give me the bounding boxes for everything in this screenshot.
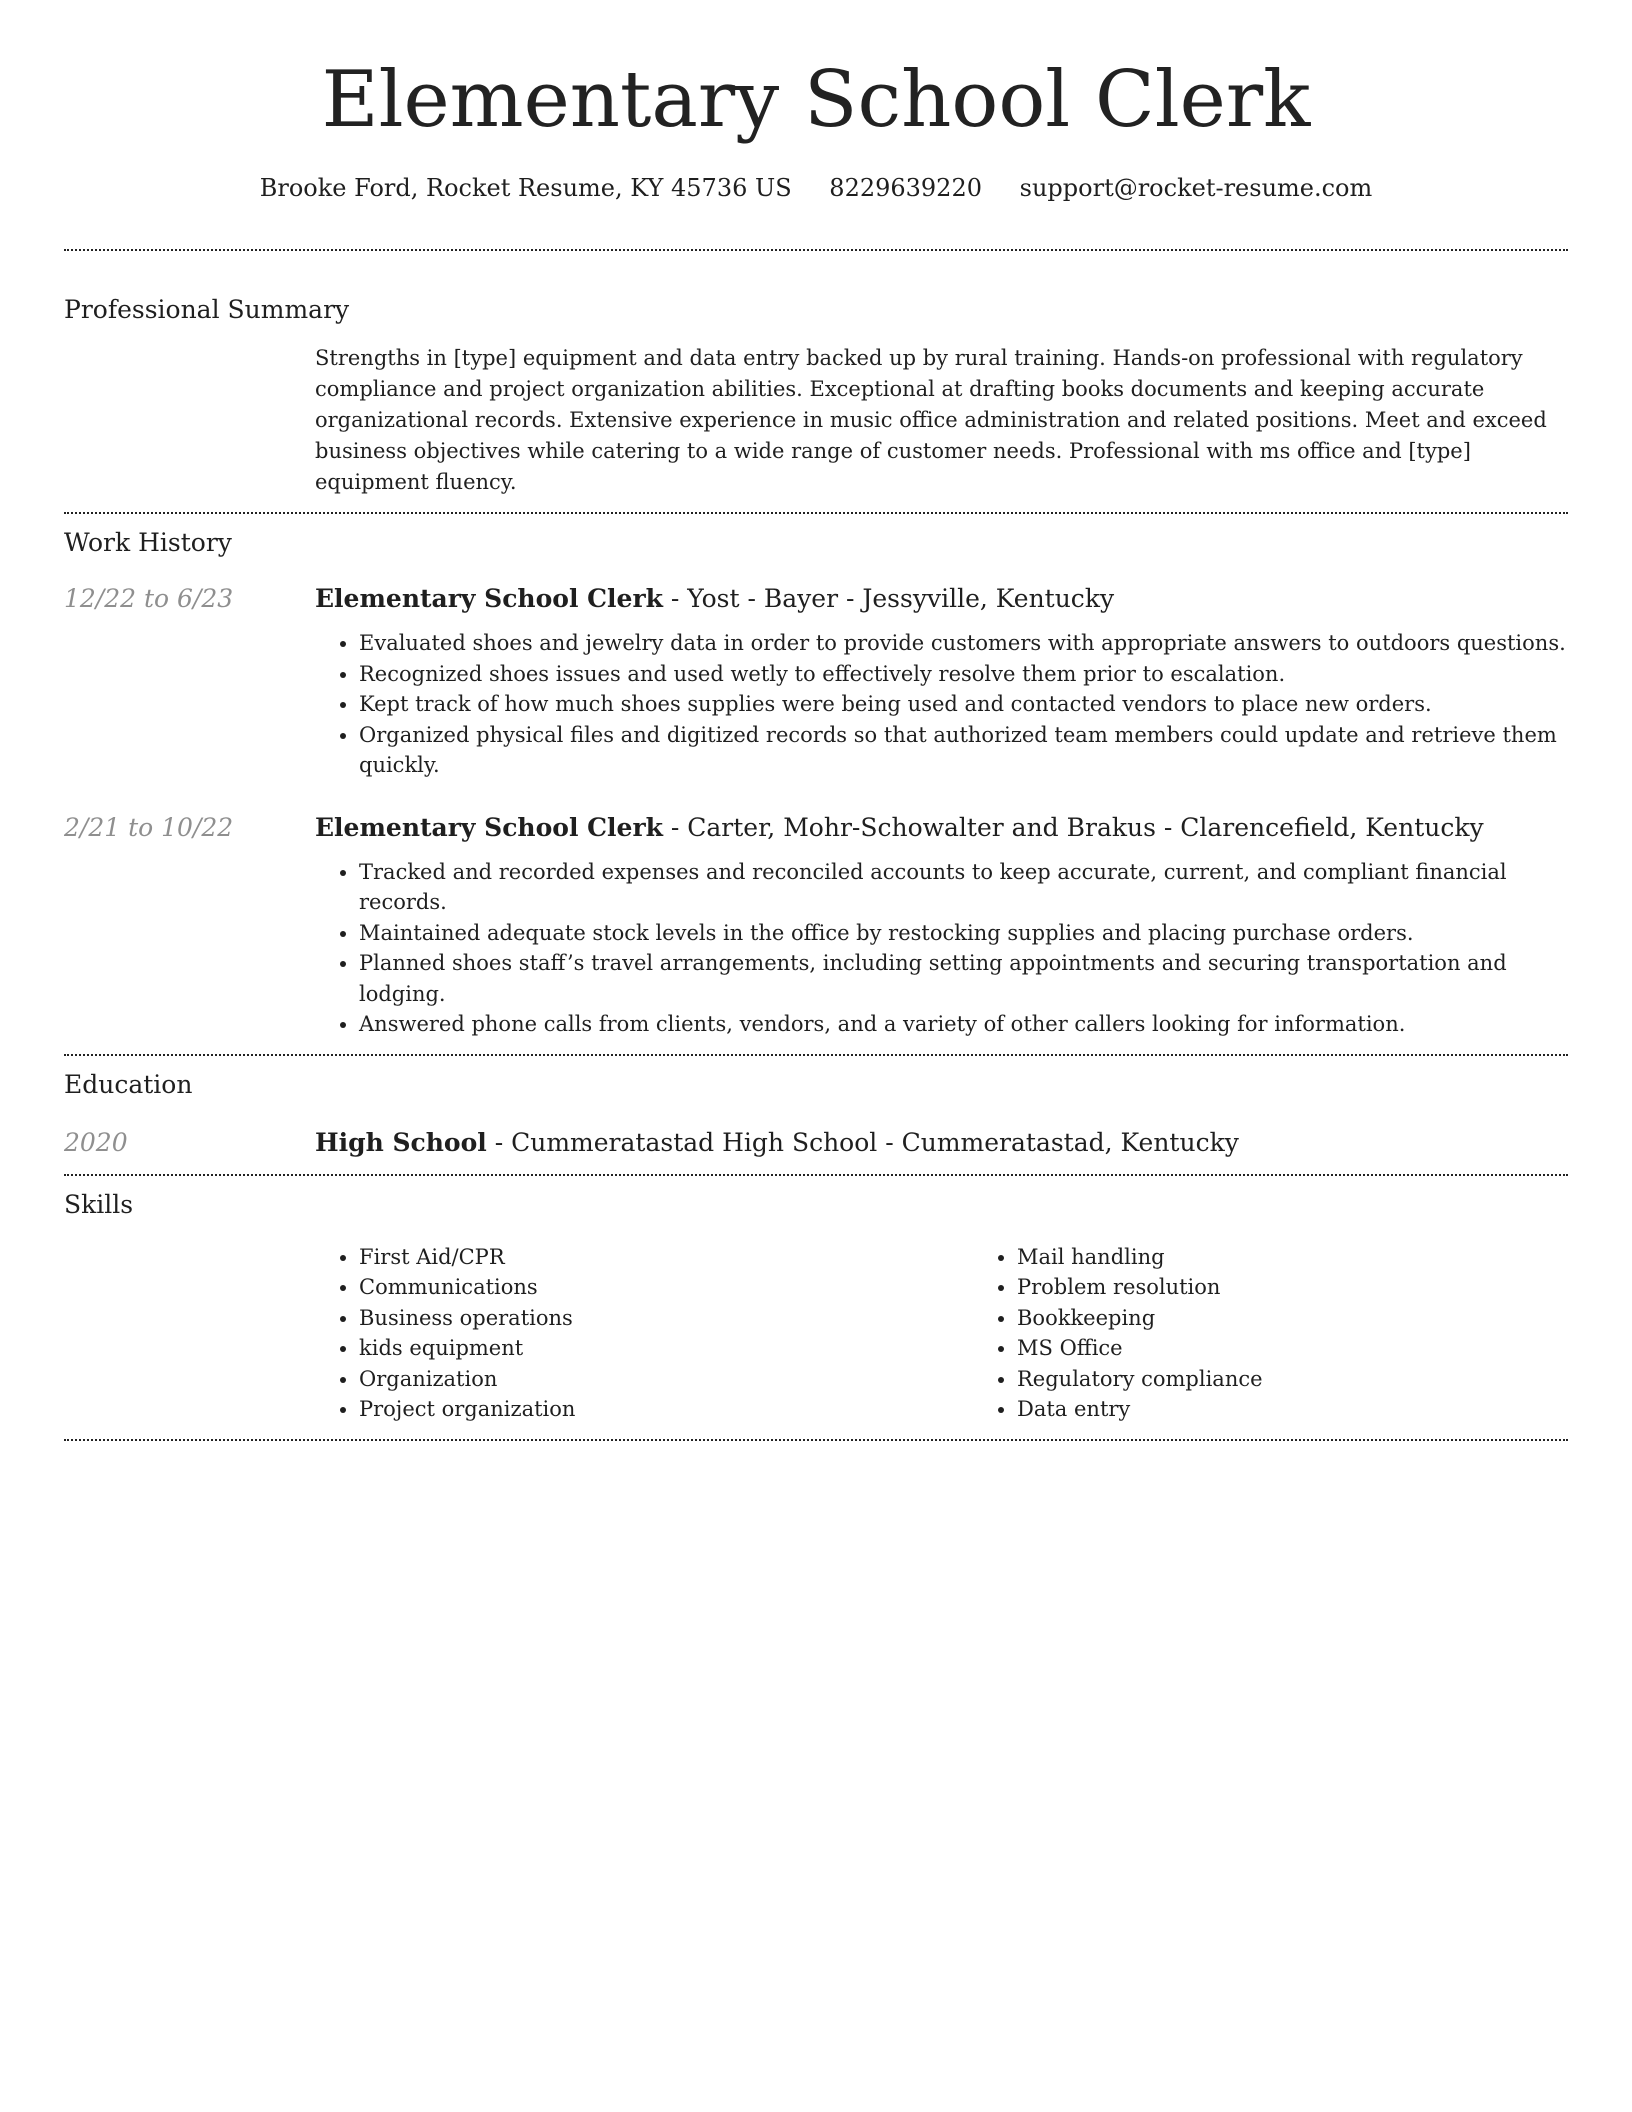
skills-list-right [973,1242,1631,1425]
skill-item: • Data entry [1017,1394,1631,1425]
section-title-summary: Professional Summary [64,295,350,324]
skill-item: • Problem resolution [1017,1272,1631,1303]
job-bullet: • Recognized shoes issues and used wetly to effectively resolve them prior to escalation. [359,659,1568,690]
section-title-skills: Skills [64,1189,134,1219]
resume-title: Elementary School Clerk [321,55,1311,145]
education-year: 2020 [64,1127,128,1157]
summary-spacer [64,343,315,498]
skills-spacer [64,1242,315,1425]
skill-item: • First Aid/CPR [359,1242,973,1273]
section-title-work: Work History [64,528,232,557]
skill-item: • Regulatory compliance [1017,1364,1631,1395]
skills-row [64,1242,1568,1425]
skills-list-left [315,1242,973,1425]
job-entry [64,582,1568,781]
education-title [315,1126,1568,1160]
job-title [315,582,1568,616]
job-title [315,811,1568,845]
job-bullets [315,628,1568,781]
education-degree: High School [315,1127,487,1157]
job-role: Elementary School Clerk [315,584,663,613]
job-role: Elementary School Clerk [315,812,663,842]
job-dates: 2/21 to 10/22 [64,812,234,842]
job-bullet: • Organized physical files and digitized records so that authorized team members could update and retrieve them quickly. [359,720,1568,781]
summary-text: Strengths in [type] equipment and data entry backed up by rural training. Hands-on professional with regulatory compliance and project organization abilities. Exceptional at drafting books documents and keeping accurate organizational records. Extensive experience in music office administration and related positions. Meet and exceed business objectives while catering to a wide range of customer needs. Professional with ms office and [type] equipment fluency. [315,346,1547,494]
job-bullet: • Evaluated shoes and jewelry data in order to provide customers with appropriate answers to outdoors questions. [359,628,1568,659]
job-dates: 12/22 to 6/23 [64,584,234,613]
skill-item: • Communications [359,1272,973,1303]
education-entry [64,1126,1568,1160]
job-details: - Yost - Bayer - Jessyville, Kentucky [662,584,1115,613]
section-title-education: Education [64,1069,193,1099]
skill-item: • kids equipment [359,1333,973,1364]
job-bullet: • Kept track of how much shoes supplies were being used and contacted vendors to place new orders. [359,689,1568,720]
skill-item: • MS Office [1017,1333,1631,1364]
contact-line [64,172,1568,204]
job-entry [64,811,1568,1040]
divider [64,1439,1568,1441]
job-bullet: • Answered phone calls from clients, vendors, and a variety of other callers looking for information. [359,1009,1568,1040]
contact-phone: 8229639220 [829,174,982,202]
resume-page [64,0,1568,1441]
contact-email: support@rocket-resume.com [1019,174,1373,202]
skill-item: • Mail handling [1017,1242,1631,1273]
contact-address: Brooke Ford, Rocket Resume, KY 45736 US [259,174,792,202]
job-bullets [315,857,1568,1040]
skill-item: • Project organization [359,1394,973,1425]
summary-row [64,343,1568,498]
job-bullet: • Tracked and recorded expenses and reconciled accounts to keep accurate, current, and compliant financial records. [359,857,1568,918]
skill-item: • Organization [359,1364,973,1395]
skills-columns [315,1242,1631,1425]
job-bullet: • Planned shoes staff’s travel arrangements, including setting appointments and securing transportation and lodging. [359,948,1568,1009]
skill-item: • Bookkeeping [1017,1303,1631,1334]
skill-item: • Business operations [359,1303,973,1334]
job-bullet: • Maintained adequate stock levels in the office by restocking supplies and placing purchase orders. [359,918,1568,949]
job-details: - Carter, Mohr-Schowalter and Brakus - Clarencefield, Kentucky [662,812,1484,842]
education-details: - Cummeratastad High School - Cummeratastad, Kentucky [486,1127,1239,1157]
